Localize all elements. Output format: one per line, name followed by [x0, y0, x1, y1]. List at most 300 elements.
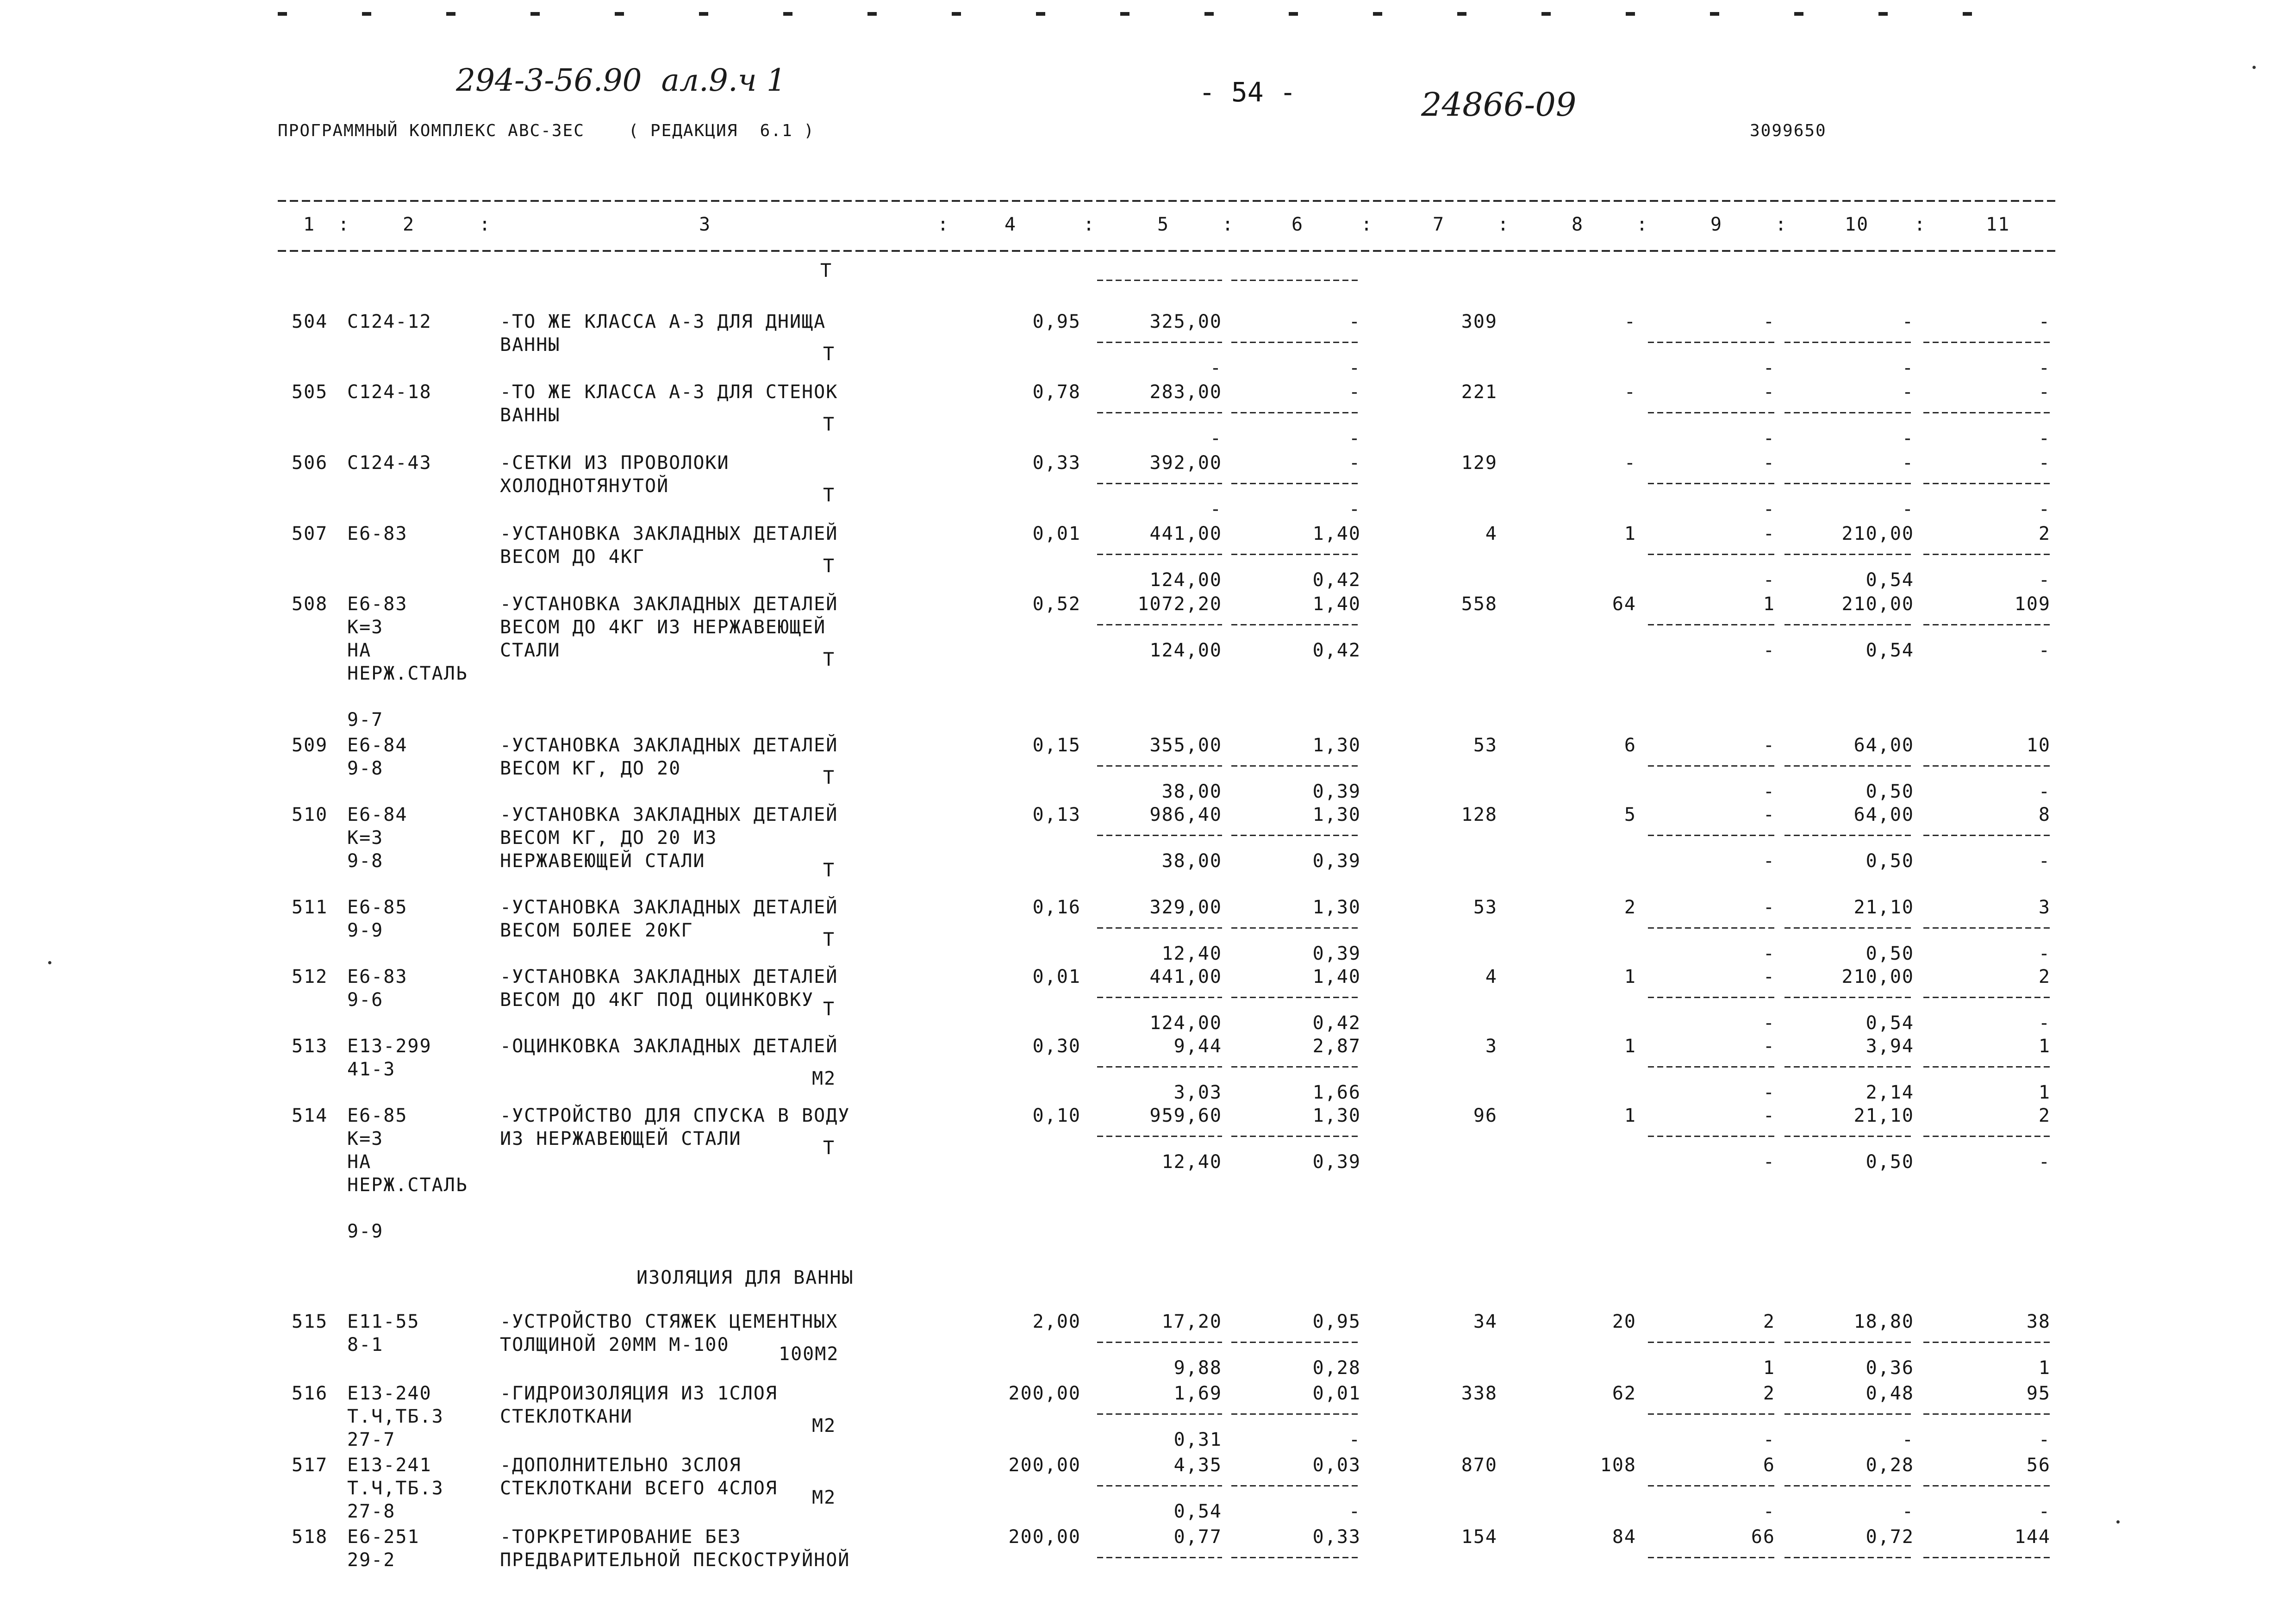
- cell-divider: [1648, 835, 1775, 836]
- column-header-2: 2: [403, 214, 415, 235]
- total-wage: -: [1624, 452, 1636, 474]
- row-number: 510: [292, 804, 328, 825]
- cell-divider: [1923, 997, 2051, 998]
- table-top-rule: [278, 200, 2055, 202]
- cell-divider: [1923, 1342, 2051, 1343]
- unit-cost: 17,20: [1161, 1311, 1222, 1332]
- wage-cost-bottom: 0,28: [1312, 1357, 1361, 1379]
- labour-total-bottom: -: [2038, 781, 2051, 802]
- total-cost: 221: [1461, 381, 1497, 403]
- norm-code: Е6-83: [347, 966, 408, 987]
- quantity: 0,30: [1032, 1036, 1081, 1057]
- work-description: ИЗ НЕРЖАВЕЮЩЕЙ СТАЛИ: [500, 1128, 742, 1149]
- cell-divider: [1097, 280, 1222, 281]
- machine-cost: -: [1763, 1036, 1775, 1057]
- cell-divider: [1923, 927, 2051, 929]
- wage-cost: 1,40: [1312, 966, 1361, 987]
- unit-label: 100М2: [779, 1343, 839, 1365]
- unit-cost-bottom: 0,54: [1173, 1501, 1222, 1522]
- machine-cost-bottom: -: [1763, 1012, 1775, 1034]
- work-description: ВЕСОМ КГ, ДО 20 ИЗ: [500, 827, 718, 849]
- cell-divider: [1231, 1136, 1361, 1137]
- cell-divider: [1648, 1342, 1775, 1343]
- quantity: 200,00: [1008, 1383, 1081, 1404]
- labour-per-unit: 0,72: [1866, 1526, 1914, 1548]
- norm-code: 8-1: [347, 1334, 384, 1355]
- norm-code: С124-18: [347, 381, 432, 403]
- unit-cost: 0,77: [1173, 1526, 1222, 1548]
- labour-per-unit: -: [1902, 311, 1914, 332]
- machine-cost: 66: [1751, 1526, 1775, 1548]
- labour-total-bottom: -: [2038, 1012, 2051, 1034]
- work-description: -ТО ЖЕ КЛАССА А-3 ДЛЯ СТЕНОК: [500, 381, 838, 403]
- labour-total-bottom: -: [2038, 569, 2051, 591]
- row-number: 514: [292, 1105, 328, 1126]
- cell-divider: [1231, 1485, 1361, 1487]
- norm-code: 9-9: [347, 1221, 384, 1242]
- total-cost: 34: [1473, 1311, 1497, 1332]
- unit-cost-bottom: -: [1210, 499, 1222, 520]
- work-description: ВЕСОМ ДО 4КГ ИЗ НЕРЖАВЕЮЩЕЙ: [500, 617, 826, 638]
- work-description: ВЕСОМ БОЛЕЕ 20КГ: [500, 920, 693, 941]
- labour-per-unit-bottom: -: [1902, 357, 1914, 379]
- labour-total-bottom: -: [2038, 428, 2051, 449]
- total-cost: 53: [1473, 735, 1497, 756]
- quantity: 0,33: [1032, 452, 1081, 474]
- column-header-1: 1: [303, 214, 316, 235]
- wage-cost: -: [1348, 452, 1361, 474]
- labour-per-unit-bottom: 0,36: [1866, 1357, 1914, 1379]
- labour-total: 3: [2038, 897, 2051, 918]
- column-separator: :: [937, 214, 950, 235]
- scan-tick-marks: [278, 12, 2046, 16]
- work-description: ПРЕДВАРИТЕЛЬНОЙ ПЕСКОСТРУЙНОЙ: [500, 1549, 850, 1571]
- total-cost: 96: [1473, 1105, 1497, 1126]
- column-header-6: 6: [1292, 214, 1304, 235]
- cell-divider: [1923, 342, 2051, 343]
- row-number: 512: [292, 966, 328, 987]
- machine-cost-bottom: -: [1763, 640, 1775, 661]
- cell-divider: [1923, 835, 2051, 836]
- total-cost: 4: [1485, 966, 1497, 987]
- labour-total: 10: [2026, 735, 2051, 756]
- norm-code: Т.Ч,ТБ.3: [347, 1406, 444, 1427]
- work-description: НЕРЖАВЕЮЩЕЙ СТАЛИ: [500, 850, 705, 872]
- cell-divider: [1648, 765, 1775, 767]
- machine-cost-bottom: -: [1763, 850, 1775, 872]
- column-separator: :: [1914, 214, 1927, 235]
- total-wage: 5: [1624, 804, 1636, 825]
- labour-per-unit: -: [1902, 381, 1914, 403]
- work-description: СТАЛИ: [500, 640, 561, 661]
- norm-code: Е11-55: [347, 1311, 420, 1332]
- total-cost: 338: [1461, 1383, 1497, 1404]
- unit-cost-bottom: -: [1210, 428, 1222, 449]
- cell-divider: [1231, 1557, 1361, 1558]
- cell-divider: [1231, 997, 1361, 998]
- row-number: 511: [292, 897, 328, 918]
- scan-speck: [2252, 66, 2256, 69]
- unit-cost-bottom: 38,00: [1161, 781, 1222, 802]
- norm-code: 27-8: [347, 1501, 396, 1522]
- column-header-5: 5: [1157, 214, 1170, 235]
- quantity: 0,95: [1032, 311, 1081, 332]
- scan-speck: [2116, 1520, 2120, 1524]
- labour-per-unit-bottom: -: [1902, 499, 1914, 520]
- total-cost: 870: [1461, 1455, 1497, 1476]
- cell-divider: [1784, 624, 1914, 625]
- labour-total-bottom: -: [2038, 1429, 2051, 1450]
- row-number: 518: [292, 1526, 328, 1548]
- row-number: 506: [292, 452, 328, 474]
- cell-divider: [1784, 342, 1914, 343]
- cell-divider: [1231, 1342, 1361, 1343]
- wage-cost: 2,87: [1312, 1036, 1361, 1057]
- column-header-11: 11: [1986, 214, 2010, 235]
- unit-label: Т: [823, 556, 836, 577]
- unit-label: М2: [812, 1068, 836, 1089]
- work-description: -УСТАНОВКА ЗАКЛАДНЫХ ДЕТАЛЕЙ: [500, 735, 838, 756]
- total-cost: 128: [1461, 804, 1497, 825]
- machine-cost-bottom: 1: [1763, 1357, 1775, 1379]
- row-number: 515: [292, 1311, 328, 1332]
- total-wage: 108: [1600, 1455, 1636, 1476]
- labour-per-unit-bottom: 0,54: [1866, 569, 1914, 591]
- cell-divider: [1923, 765, 2051, 767]
- wage-cost-bottom: 0,39: [1312, 850, 1361, 872]
- wage-cost-bottom: -: [1348, 499, 1361, 520]
- cell-divider: [1097, 1136, 1222, 1137]
- wage-cost-bottom: -: [1348, 357, 1361, 379]
- labour-total: 109: [2014, 593, 2051, 615]
- norm-code: Е6-83: [347, 593, 408, 615]
- labour-total: 144: [2014, 1526, 2051, 1548]
- norm-code: Е6-84: [347, 735, 408, 756]
- quantity: 0,16: [1032, 897, 1081, 918]
- labour-total: 2: [2038, 523, 2051, 544]
- wage-cost-bottom: 1,66: [1312, 1082, 1361, 1103]
- norm-code: НА: [347, 1151, 372, 1173]
- norm-code: Е13-241: [347, 1455, 432, 1476]
- wage-cost-bottom: 0,42: [1312, 640, 1361, 661]
- cell-divider: [1648, 1136, 1775, 1137]
- norm-code: Е6-85: [347, 1105, 408, 1126]
- unit-label: М2: [812, 1415, 836, 1437]
- norm-code: Е6-84: [347, 804, 408, 825]
- unit-label: Т: [823, 1137, 836, 1159]
- norm-code: С124-43: [347, 452, 432, 474]
- cell-divider: [1231, 1413, 1361, 1415]
- work-description: ВЕСОМ КГ, ДО 20: [500, 758, 681, 779]
- column-separator: :: [1083, 214, 1096, 235]
- machine-cost: 6: [1763, 1455, 1775, 1476]
- cell-divider: [1231, 554, 1361, 555]
- cell-divider: [1923, 624, 2051, 625]
- work-description: СТЕКЛОТКАНИ: [500, 1406, 633, 1427]
- work-description: -ДОПОЛНИТЕЛЬНО 3СЛОЯ: [500, 1455, 742, 1476]
- work-description: -ТО ЖЕ КЛАССА А-3 ДЛЯ ДНИЩА: [500, 311, 826, 332]
- cell-divider: [1923, 1557, 2051, 1558]
- cell-divider: [1648, 1557, 1775, 1558]
- cell-divider: [1923, 1413, 2051, 1415]
- column-header-10: 10: [1845, 214, 1869, 235]
- machine-cost: -: [1763, 804, 1775, 825]
- unit-label: Т: [823, 344, 836, 365]
- labour-per-unit-bottom: 0,50: [1866, 1151, 1914, 1173]
- total-wage: 1: [1624, 966, 1636, 987]
- machine-cost: -: [1763, 381, 1775, 403]
- machine-cost-bottom: -: [1763, 781, 1775, 802]
- wage-cost-bottom: 0,39: [1312, 781, 1361, 802]
- cell-divider: [1097, 1557, 1222, 1558]
- row-number: 509: [292, 735, 328, 756]
- quantity: 0,13: [1032, 804, 1081, 825]
- wage-cost: 1,30: [1312, 897, 1361, 918]
- unit-cost-bottom: 124,00: [1149, 569, 1222, 591]
- column-header-3: 3: [699, 214, 711, 235]
- cell-divider: [1097, 1485, 1222, 1487]
- labour-per-unit: 21,10: [1853, 897, 1914, 918]
- cell-divider: [1231, 342, 1361, 343]
- labour-total: 1: [2038, 1036, 2051, 1057]
- work-description: ВАННЫ: [500, 405, 561, 426]
- cell-divider: [1097, 412, 1222, 413]
- machine-cost: 2: [1763, 1383, 1775, 1404]
- quantity: 200,00: [1008, 1526, 1081, 1548]
- unit-cost: 325,00: [1149, 311, 1222, 332]
- wage-cost: 0,03: [1312, 1455, 1361, 1476]
- total-wage: -: [1624, 381, 1636, 403]
- cell-divider: [1784, 1066, 1914, 1068]
- cell-divider: [1923, 554, 2051, 555]
- cell-divider: [1097, 997, 1222, 998]
- total-wage: 6: [1624, 735, 1636, 756]
- cell-divider: [1097, 1066, 1222, 1068]
- column-header-4: 4: [1004, 214, 1017, 235]
- row-number: 507: [292, 523, 328, 544]
- norm-code: 41-3: [347, 1059, 396, 1080]
- work-description: ВЕСОМ ДО 4КГ ПОД ОЦИНКОВКУ: [500, 989, 814, 1011]
- labour-total-bottom: -: [2038, 357, 2051, 379]
- column-separator: :: [1497, 214, 1510, 235]
- unit-cost: 959,60: [1149, 1105, 1222, 1126]
- column-separator: :: [479, 214, 492, 235]
- cell-divider: [1097, 835, 1222, 836]
- labour-total: 8: [2038, 804, 2051, 825]
- labour-total: 2: [2038, 966, 2051, 987]
- work-description: ВАННЫ: [500, 334, 561, 356]
- work-description: -УСТАНОВКА ЗАКЛАДНЫХ ДЕТАЛЕЙ: [500, 804, 838, 825]
- wage-cost: 1,40: [1312, 523, 1361, 544]
- quantity: 2,00: [1032, 1311, 1081, 1332]
- cell-divider: [1923, 1136, 2051, 1137]
- unit-label: Т: [823, 485, 836, 506]
- cell-divider: [1231, 280, 1361, 281]
- labour-per-unit: 210,00: [1841, 966, 1914, 987]
- work-description: ТОЛЩИНОЙ 20ММ М-100: [500, 1334, 730, 1355]
- cell-divider: [1231, 483, 1361, 484]
- wage-cost-bottom: 0,39: [1312, 943, 1361, 964]
- total-cost: 3: [1485, 1036, 1497, 1057]
- work-description: -УСТРОЙСТВО ДЛЯ СПУСКА В ВОДУ: [500, 1105, 850, 1126]
- machine-cost: -: [1763, 897, 1775, 918]
- norm-code: 9-8: [347, 758, 384, 779]
- labour-total: -: [2038, 452, 2051, 474]
- cell-divider: [1097, 483, 1222, 484]
- section-title: ИЗОЛЯЦИЯ ДЛЯ ВАННЫ: [636, 1267, 854, 1288]
- labour-total: 2: [2038, 1105, 2051, 1126]
- total-wage: 2: [1624, 897, 1636, 918]
- column-separator: :: [1361, 214, 1373, 235]
- machine-cost: -: [1763, 523, 1775, 544]
- unit-label: Т: [823, 929, 836, 950]
- labour-per-unit: 64,00: [1853, 804, 1914, 825]
- total-wage: 1: [1624, 1036, 1636, 1057]
- quantity: 0,52: [1032, 593, 1081, 615]
- total-wage: 20: [1612, 1311, 1636, 1332]
- wage-cost-bottom: 0,39: [1312, 1151, 1361, 1173]
- norm-code: НЕРЖ.СТАЛЬ: [347, 1174, 468, 1196]
- wage-cost: 0,33: [1312, 1526, 1361, 1548]
- norm-code: Е6-251: [347, 1526, 420, 1548]
- labour-per-unit-bottom: -: [1902, 1429, 1914, 1450]
- work-description: СТЕКЛОТКАНИ ВСЕГО 4СЛОЯ: [500, 1478, 778, 1499]
- work-description: -УСТАНОВКА ЗАКЛАДНЫХ ДЕТАЛЕЙ: [500, 593, 838, 615]
- labour-per-unit-bottom: 0,50: [1866, 850, 1914, 872]
- column-separator: :: [1775, 214, 1788, 235]
- machine-cost-bottom: -: [1763, 569, 1775, 591]
- column-separator: :: [338, 214, 350, 235]
- machine-cost: -: [1763, 966, 1775, 987]
- wage-cost: 1,30: [1312, 804, 1361, 825]
- unit-cost: 441,00: [1149, 523, 1222, 544]
- quantity: 0,78: [1032, 381, 1081, 403]
- norm-code: 9-9: [347, 920, 384, 941]
- work-description: -УСТАНОВКА ЗАКЛАДНЫХ ДЕТАЛЕЙ: [500, 966, 838, 987]
- total-cost: 4: [1485, 523, 1497, 544]
- machine-cost: -: [1763, 311, 1775, 332]
- wage-cost-bottom: 0,42: [1312, 1012, 1361, 1034]
- cell-divider: [1648, 1066, 1775, 1068]
- cell-divider: [1097, 1342, 1222, 1343]
- program-line: ПРОГРАММНЫЙ КОМПЛЕКС АВС-3ЕС ( РЕДАКЦИЯ 6.1 ): [278, 121, 815, 140]
- unit-cost-bottom: 124,00: [1149, 1012, 1222, 1034]
- labour-total-bottom: 1: [2038, 1082, 2051, 1103]
- total-wage: 64: [1612, 593, 1636, 615]
- labour-per-unit: 21,10: [1853, 1105, 1914, 1126]
- labour-per-unit: 0,48: [1866, 1383, 1914, 1404]
- wage-cost: -: [1348, 381, 1361, 403]
- norm-code: НЕРЖ.СТАЛЬ: [347, 663, 468, 684]
- norm-code: Е13-299: [347, 1036, 432, 1057]
- cell-divider: [1097, 927, 1222, 929]
- labour-per-unit: 0,28: [1866, 1455, 1914, 1476]
- labour-total-bottom: -: [2038, 1501, 2051, 1522]
- work-description: ХОЛОДНОТЯНУТОЙ: [500, 475, 669, 497]
- row-number: 505: [292, 381, 328, 403]
- labour-per-unit-bottom: 0,54: [1866, 1012, 1914, 1034]
- total-cost: 309: [1461, 311, 1497, 332]
- norm-code: 9-7: [347, 709, 384, 731]
- labour-per-unit: 210,00: [1841, 593, 1914, 615]
- column-header-7: 7: [1433, 214, 1445, 235]
- norm-code: 9-8: [347, 850, 384, 872]
- cell-divider: [1231, 1066, 1361, 1068]
- unit-cost: 1,69: [1173, 1383, 1222, 1404]
- labour-total: 95: [2026, 1383, 2051, 1404]
- unit-label: Т: [823, 860, 836, 881]
- unit-cost: 283,00: [1149, 381, 1222, 403]
- handwritten-code: 294-3-56.90 ал.9.ч 1: [456, 62, 786, 98]
- cell-divider: [1648, 997, 1775, 998]
- unit-cost: 441,00: [1149, 966, 1222, 987]
- cell-divider: [1923, 1485, 2051, 1487]
- row-number: 516: [292, 1383, 328, 1404]
- table-header-rule: [278, 250, 2055, 252]
- cell-divider: [1097, 765, 1222, 767]
- unit-cost: 4,35: [1173, 1455, 1222, 1476]
- norm-code: К=3: [347, 1128, 384, 1149]
- labour-total: 56: [2026, 1455, 2051, 1476]
- row-number: 517: [292, 1455, 328, 1476]
- norm-code: 29-2: [347, 1549, 396, 1571]
- cell-divider: [1784, 1342, 1914, 1343]
- machine-cost: 1: [1763, 593, 1775, 615]
- quantity: 200,00: [1008, 1455, 1081, 1476]
- quantity: 0,01: [1032, 523, 1081, 544]
- work-description: -СЕТКИ ИЗ ПРОВОЛОКИ: [500, 452, 730, 474]
- cell-divider: [1784, 835, 1914, 836]
- wage-cost-bottom: 0,42: [1312, 569, 1361, 591]
- total-cost: 53: [1473, 897, 1497, 918]
- unit-label: Т: [823, 999, 836, 1020]
- work-description: -УСТАНОВКА ЗАКЛАДНЫХ ДЕТАЛЕЙ: [500, 523, 838, 544]
- row-number: 504: [292, 311, 328, 332]
- labour-total-bottom: -: [2038, 850, 2051, 872]
- doc-code: 3099650: [1750, 121, 1827, 140]
- cell-divider: [1784, 765, 1914, 767]
- cell-divider: [1923, 1066, 2051, 1068]
- wage-cost: 1,30: [1312, 735, 1361, 756]
- wage-cost: 0,01: [1312, 1383, 1361, 1404]
- machine-cost-bottom: -: [1763, 1429, 1775, 1450]
- wage-cost-bottom: -: [1348, 1429, 1361, 1450]
- cell-divider: [1648, 554, 1775, 555]
- cell-divider: [1648, 624, 1775, 625]
- norm-code: 9-6: [347, 989, 384, 1011]
- scan-speck: [48, 961, 51, 964]
- wage-cost: 0,95: [1312, 1311, 1361, 1332]
- cell-divider: [1231, 835, 1361, 836]
- total-wage: 62: [1612, 1383, 1636, 1404]
- cell-divider: [1231, 624, 1361, 625]
- unit-cost: 9,44: [1173, 1036, 1222, 1057]
- machine-cost-bottom: -: [1763, 357, 1775, 379]
- column-header-8: 8: [1572, 214, 1584, 235]
- cell-divider: [1784, 412, 1914, 413]
- unit-label: Т: [823, 767, 836, 788]
- cell-divider: [1784, 997, 1914, 998]
- labour-per-unit: 18,80: [1853, 1311, 1914, 1332]
- machine-cost-bottom: -: [1763, 1151, 1775, 1173]
- cell-divider: [1784, 483, 1914, 484]
- norm-code: Е6-83: [347, 523, 408, 544]
- unit-cost-bottom: 3,03: [1173, 1082, 1222, 1103]
- total-wage: 1: [1624, 1105, 1636, 1126]
- cell-divider: [1097, 554, 1222, 555]
- machine-cost-bottom: -: [1763, 1082, 1775, 1103]
- wage-cost: -: [1348, 311, 1361, 332]
